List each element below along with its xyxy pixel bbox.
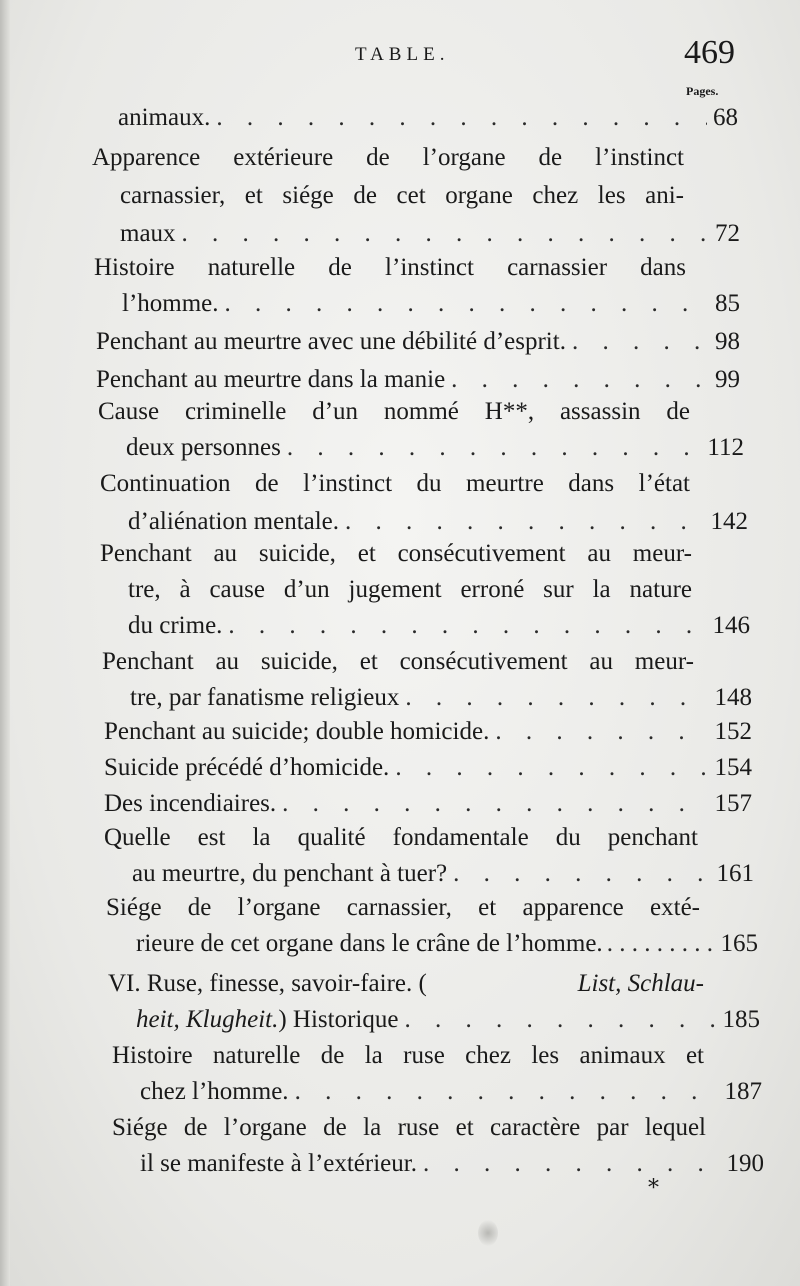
- entry-text: rieure de cet organe dans le crâne de l’homme.: [136, 930, 603, 957]
- toc-entry: [96, 326, 740, 358]
- entry-page: 99: [715, 366, 740, 393]
- entry-page: 161: [716, 860, 754, 887]
- leader-dots: [423, 1148, 721, 1180]
- leader-dots: [572, 326, 709, 358]
- toc-entry-line: [108, 968, 704, 1000]
- entry-page: 68: [713, 104, 738, 131]
- entry-text: d’aliénation mentale.: [128, 508, 340, 535]
- entry-text: il se manifeste à l’extérieur.: [140, 1150, 417, 1177]
- entry-text: deux personnes: [126, 434, 281, 461]
- leader-dots: [453, 858, 710, 890]
- entry-text: Penchant au meurtre dans la manie: [96, 366, 446, 393]
- toc-entry: [128, 610, 750, 642]
- toc-entry-line: Continuation de l’instinct du meurtre dans l’état: [100, 470, 690, 497]
- leader-dots: [182, 218, 709, 250]
- running-title: TABLE.: [355, 44, 450, 65]
- toc-entry: [136, 928, 758, 960]
- entry-text: tre, par fanatisme religieux: [130, 684, 400, 711]
- entry-page: 85: [715, 290, 740, 317]
- entry-page: 146: [712, 612, 750, 639]
- entry-text: Des incendiaires.: [104, 790, 277, 817]
- toc-entry: [104, 788, 752, 820]
- leader-dots: [451, 364, 709, 396]
- toc-entry-line: Histoire naturelle de l’instinct carnassier dans: [94, 254, 686, 281]
- toc-entry: [104, 752, 752, 784]
- toc-entry-line: Siége de l’organe de la ruse et caractère par lequel: [112, 1114, 706, 1141]
- leader-dots: [287, 432, 702, 464]
- entry-page: 187: [724, 1078, 762, 1105]
- entry-page: 72: [715, 220, 740, 247]
- entry-text-italic: List, Schlau-: [577, 970, 704, 997]
- leader-dots: [282, 788, 708, 820]
- entry-text: Penchant au suicide; double homicide.: [104, 718, 490, 745]
- toc-entry: [130, 682, 752, 714]
- toc-entry-line: Siége de l’organe carnassier, et apparence exté-: [106, 894, 700, 921]
- entry-page: 154: [714, 754, 752, 781]
- toc-entry: [140, 1148, 764, 1180]
- entry-text: l’homme.: [122, 290, 219, 317]
- entry-page: 157: [714, 790, 752, 817]
- page-header: [0, 34, 800, 80]
- entry-text: VI. Ruse, finesse, savoir-faire. (: [108, 970, 427, 997]
- leader-dots: [216, 102, 707, 134]
- toc-entry: [120, 218, 740, 250]
- entry-text: maux: [120, 220, 176, 247]
- leader-dots: [395, 752, 708, 784]
- toc-entry-line: Penchant au suicide, et consécutivement au meur-: [102, 648, 694, 675]
- entry-text: animaux.: [118, 104, 211, 131]
- toc-entry: [128, 506, 748, 538]
- entry-text: Penchant au meurtre avec une débilité d’esprit.: [96, 328, 566, 355]
- leader-space: [607, 928, 717, 960]
- entry-page: 112: [707, 434, 744, 461]
- entry-page: 152: [714, 718, 752, 745]
- toc-entry: [140, 1076, 762, 1108]
- page-edge-shadow: [0, 0, 10, 1286]
- entry-text: du crime.: [128, 612, 223, 639]
- toc-entry: [104, 716, 752, 748]
- entry-page: 190: [726, 1150, 764, 1177]
- toc-entry-line: carnassier, et siége de cet organe chez les ani-: [120, 182, 684, 209]
- entry-page: 185: [722, 1006, 760, 1033]
- toc-entry-line: Histoire naturelle de la ruse chez les animaux et: [112, 1042, 704, 1069]
- entry-page: 148: [714, 684, 752, 711]
- leader-dots: [225, 288, 709, 320]
- toc-entry: [122, 288, 740, 320]
- ink-blot: [478, 1220, 498, 1246]
- leader-dots: [295, 1076, 719, 1108]
- toc-entry-line: Cause criminelle d’un nommé H**, assassin de: [98, 398, 690, 425]
- page-number: 469: [684, 34, 735, 71]
- entry-text: Suicide précédé d’homicide.: [104, 754, 390, 781]
- toc-entry: [96, 364, 740, 396]
- entry-text: chez l’homme.: [140, 1078, 289, 1105]
- toc-entry-line: Quelle est la qualité fondamentale du penchant: [104, 824, 698, 851]
- toc-entry: [136, 1004, 760, 1036]
- entry-text-italic: heit, Klugheit.: [136, 1006, 279, 1033]
- toc-entry: [118, 102, 738, 134]
- toc-entry-line: Apparence extérieure de l’organe de l’instinct: [92, 144, 684, 171]
- leader-dots: [405, 682, 708, 714]
- signature-mark: *: [648, 1176, 659, 1201]
- entry-text: ) Historique: [278, 1006, 399, 1033]
- toc-entry: [132, 858, 754, 890]
- toc-entry-line: Penchant au suicide, et consécutivement au meur-: [100, 540, 692, 567]
- pages-column-label: Pages.: [686, 84, 719, 98]
- entry-page: 165: [720, 930, 758, 957]
- toc-entry: [126, 432, 744, 464]
- leader-dots: [228, 610, 706, 642]
- leader-dots: [495, 716, 708, 748]
- entry-page: 142: [710, 508, 748, 535]
- entry-page: 98: [715, 328, 740, 355]
- toc-entry-line: tre, à cause d’un jugement erroné sur la nature: [128, 576, 692, 603]
- entry-text: au meurtre, du penchant à tuer?: [132, 860, 448, 887]
- leader-dots: [404, 1004, 716, 1036]
- leader-dots: [345, 506, 704, 538]
